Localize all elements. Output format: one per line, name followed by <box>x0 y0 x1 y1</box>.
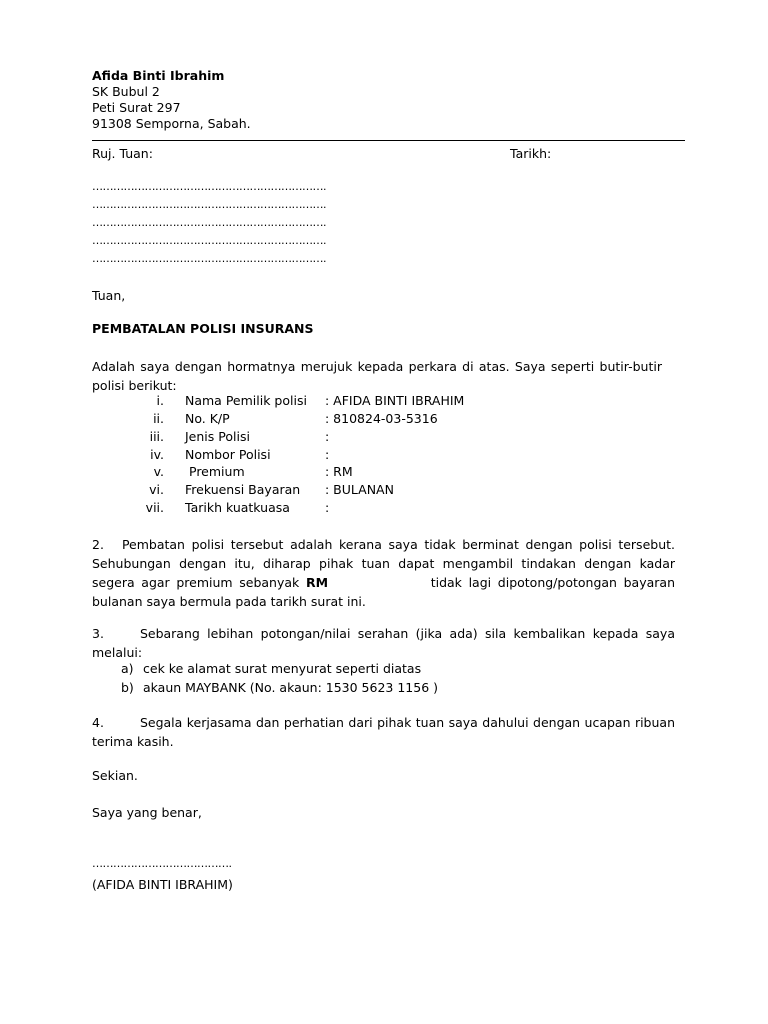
recipient-line: …………………………………………………………. <box>92 234 326 247</box>
intro-paragraph: Adalah saya dengan hormatnya merujuk kepada perkara di atas. Saya seperti butir-butir polisi berikut: <box>92 359 662 393</box>
detail-label: Jenis Polisi <box>185 429 250 444</box>
paragraph-3-text: Sebarang lebihan potongan/nilai serahan (jika ada) sila kembalikan kepada saya melalui: <box>92 626 675 660</box>
paragraph-number: 4. <box>92 715 104 730</box>
premium-rm-label: RM <box>305 575 329 590</box>
recipient-line: …………………………………………………………. <box>92 252 326 265</box>
option-text: akaun MAYBANK (No. akaun: 1530 5623 1156 ) <box>143 680 439 695</box>
detail-label: Tarikh kuatkuasa <box>185 500 290 515</box>
detail-label: No. K/P <box>185 411 230 426</box>
sender-address-line2: Peti Surat 297 <box>92 100 181 115</box>
sender-address-line3: 91308 Semporna, Sabah. <box>92 116 251 131</box>
sign-off: Saya yang benar, <box>92 805 202 820</box>
recipient-line: …………………………………………………………. <box>92 180 326 193</box>
detail-label: Premium <box>189 464 245 479</box>
detail-value: : AFIDA BINTI IBRAHIM <box>325 393 465 408</box>
paragraph-number: 2. <box>92 537 104 552</box>
sender-address-line1: SK Bubul 2 <box>92 84 160 99</box>
salutation: Tuan, <box>92 288 126 303</box>
sender-name: Afida Binti Ibrahim <box>92 68 225 83</box>
paragraph-number: 3. <box>92 626 104 641</box>
paragraph-3 <box>92 624 675 662</box>
signature-line: …………………………………. <box>92 857 232 870</box>
closing-text: Sekian. <box>92 768 138 783</box>
paragraph-4 <box>92 713 675 751</box>
detail-number: vii. <box>145 500 164 515</box>
detail-label: Nombor Polisi <box>185 447 271 462</box>
detail-value: : <box>325 447 330 462</box>
detail-value: : <box>325 500 330 515</box>
detail-value: : BULANAN <box>325 482 394 497</box>
paragraph-2 <box>92 535 675 611</box>
tarikh-label: Tarikh: <box>510 146 552 161</box>
detail-number: ii. <box>153 411 164 426</box>
detail-value: : <box>325 429 330 444</box>
detail-number: iv. <box>150 447 164 462</box>
detail-label: Frekuensi Bayaran <box>185 482 301 497</box>
detail-number: i. <box>156 393 164 408</box>
subject-heading: PEMBATALAN POLISI INSURANS <box>92 321 314 336</box>
option-label: a) <box>121 661 134 676</box>
header-divider <box>92 140 685 141</box>
signatory-name: (AFIDA BINTI IBRAHIM) <box>92 877 233 892</box>
detail-number: iii. <box>149 429 164 444</box>
paragraph-2-text-b: tidak lagi dipotong/potongan bayaran bulanan saya bermula pada tarikh surat ini. <box>92 575 675 609</box>
detail-value: : RM <box>325 464 353 479</box>
option-text: cek ke alamat surat menyurat seperti diatas <box>143 661 422 676</box>
recipient-line: …………………………………………………………. <box>92 198 326 211</box>
detail-number: v. <box>153 464 164 479</box>
recipient-line: …………………………………………………………. <box>92 216 326 229</box>
ruj-tuan-label: Ruj. Tuan: <box>92 146 153 161</box>
paragraph-2-text-a: Pembatan polisi tersebut adalah kerana saya tidak berminat dengan polisi tersebut. Sehubungan dengan itu, diharap pihak tuan dapat mengambil tindakan dengan kadar segera agar premium sebanyak <box>92 537 675 590</box>
option-label: b) <box>121 680 134 695</box>
detail-label: Nama Pemilik polisi <box>185 393 307 408</box>
detail-number: vi. <box>149 482 164 497</box>
paragraph-4-text: Segala kerjasama dan perhatian dari pihak tuan saya dahului dengan ucapan ribuan terima kasih. <box>92 715 675 749</box>
detail-value: : 810824-03-5316 <box>325 411 438 426</box>
